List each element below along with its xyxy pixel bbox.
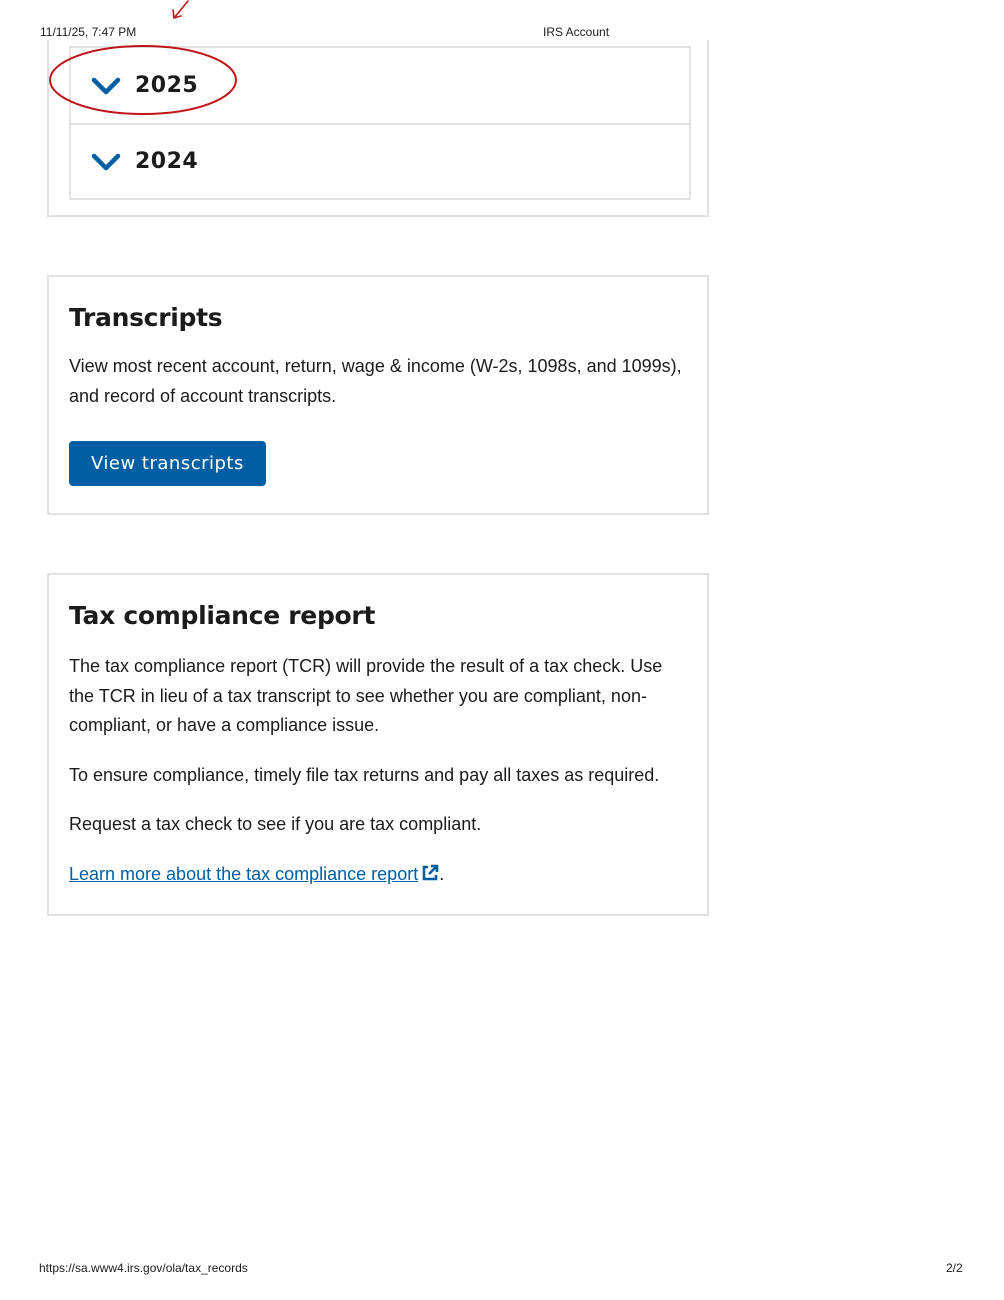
print-page-number: 2/2 <box>946 1261 963 1275</box>
annotation-arrow-icon <box>168 0 190 22</box>
learn-more-line <box>69 860 687 890</box>
accordion-item-2024[interactable] <box>71 123 689 198</box>
print-url: https://sa.www4.irs.gov/ola/tax_records <box>39 1261 248 1275</box>
transcripts-card <box>47 275 709 515</box>
accordion-label: 2024 <box>135 149 199 174</box>
link-suffix: . <box>439 863 445 884</box>
view-transcripts-button[interactable]: View transcripts <box>69 441 266 486</box>
transcripts-description: View most recent account, return, wage & income (W-2s, 1098s, and 1099s), and record of account transcripts. <box>69 356 682 406</box>
tax-compliance-paragraph: The tax compliance report (TCR) will provide the result of a tax check. Use the TCR in lieu of a tax transcript to see whether you are compliant, non-compliant, or have a compliance issue. <box>69 656 663 735</box>
chevron-down-icon <box>91 152 121 172</box>
tax-records-card <box>47 40 709 217</box>
link-label: Learn more about the tax compliance report <box>69 863 419 884</box>
tax-compliance-title: Tax compliance report <box>69 601 376 630</box>
print-page-title: IRS Account <box>543 25 610 39</box>
tax-compliance-card <box>47 573 709 916</box>
tax-compliance-paragraph: To ensure compliance, timely file tax returns and pay all taxes as required. <box>69 764 660 785</box>
chevron-down-icon <box>91 76 121 96</box>
tax-compliance-paragraph: Request a tax check to see if you are tax compliant. <box>69 814 482 834</box>
transcripts-title: Transcripts <box>69 303 223 332</box>
external-link-icon[interactable] <box>421 864 439 882</box>
year-accordion <box>69 46 691 200</box>
accordion-label: 2025 <box>135 73 199 98</box>
learn-more-tcr-link[interactable] <box>69 864 418 884</box>
print-timestamp: 11/11/25, 7:47 PM <box>40 25 137 39</box>
accordion-item-2025[interactable] <box>71 48 689 123</box>
